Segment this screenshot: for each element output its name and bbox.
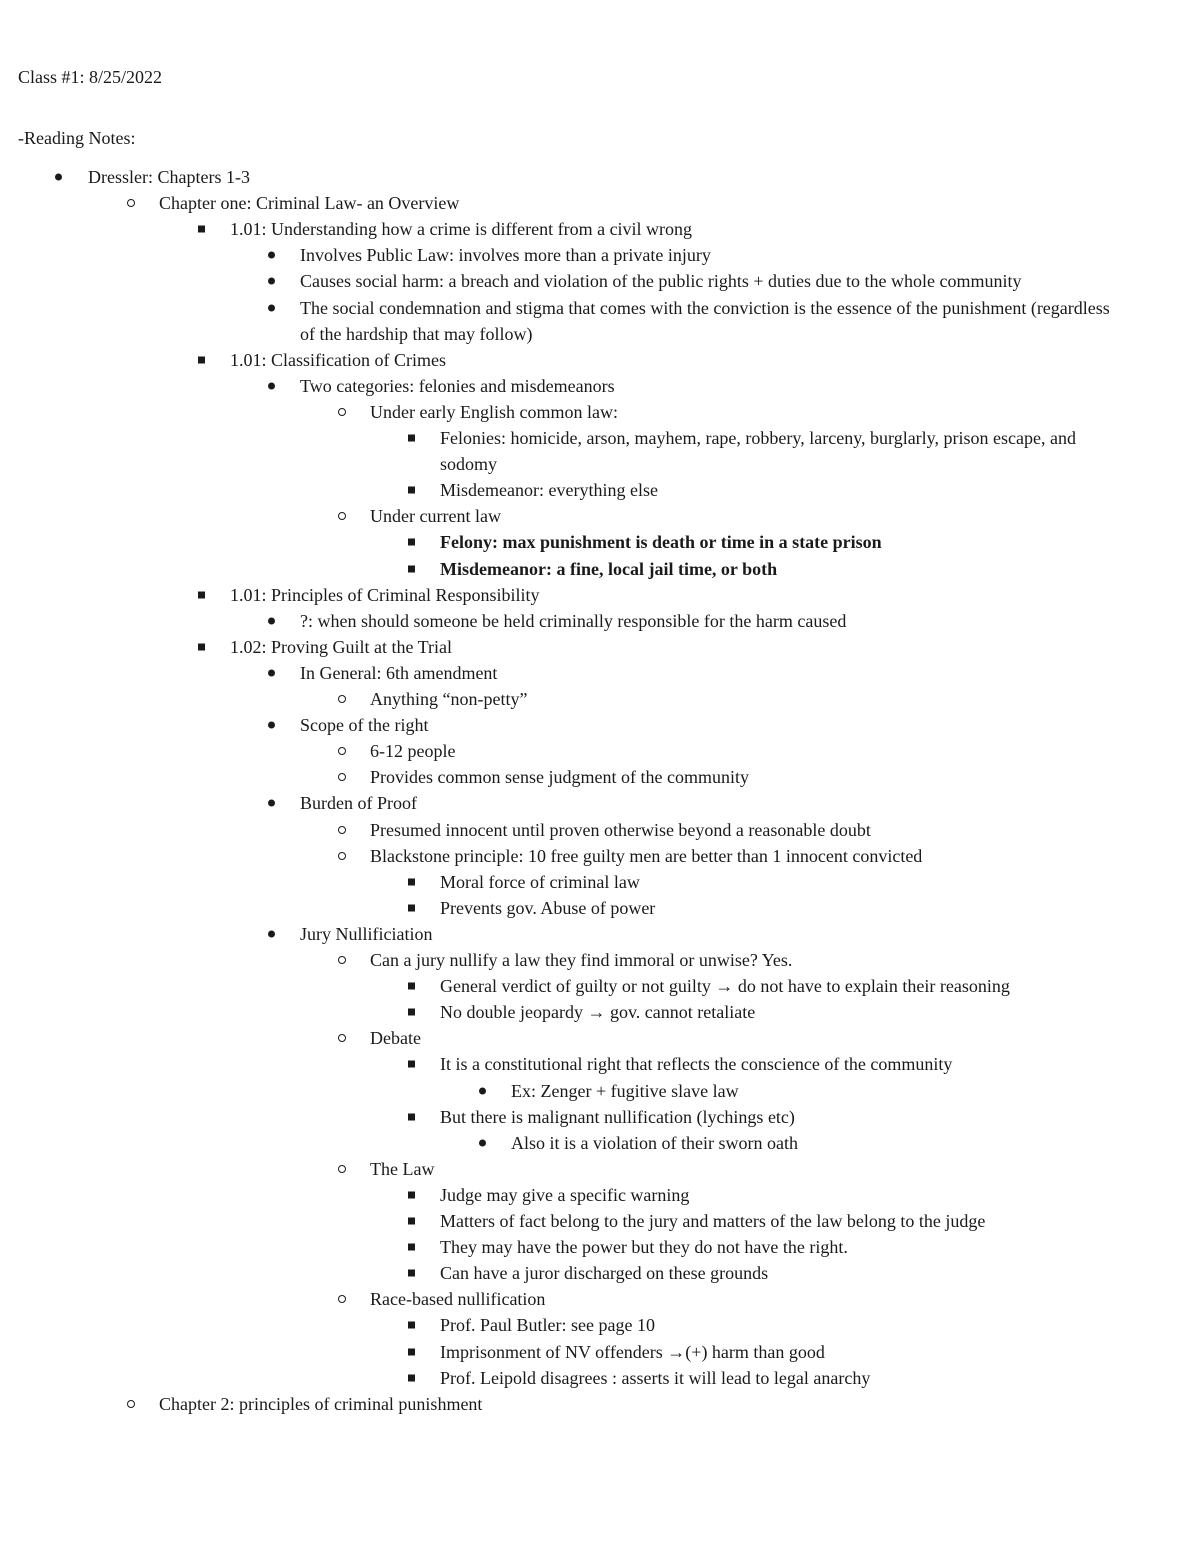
- list-item-text: It is a constitutional right that reflects the conscience of the community: [440, 1054, 953, 1075]
- list-item-text: Felonies: homicide, arson, mayhem, rape, robbery, larceny, burglarly, prison escape, and: [440, 428, 1076, 448]
- list-item: [511, 1078, 739, 1104]
- list-item: [300, 373, 615, 399]
- list-item: [370, 1025, 421, 1051]
- disc-bullet-icon: [55, 164, 75, 190]
- list-item: [300, 608, 846, 634]
- disc-bullet-icon: [268, 712, 288, 738]
- list-item: [440, 869, 640, 895]
- list-item-text: Also it is a violation of their sworn oath: [511, 1132, 798, 1153]
- list-item-text: Imprisonment of NV offenders →(+) harm than good: [440, 1341, 825, 1362]
- list-item-text: Under current law: [370, 506, 501, 527]
- list-item-text: Blackstone principle: 10 free guilty men are better than 1 innocent convicted: [370, 845, 923, 866]
- square-bullet-icon: [408, 1312, 428, 1338]
- list-item: [300, 268, 1022, 294]
- list-item-text: ?: when should someone be held criminally responsible for the harm caused: [300, 610, 847, 631]
- list-item: [370, 947, 792, 973]
- disc-bullet-icon: [268, 242, 288, 268]
- square-bullet-icon: [408, 477, 428, 503]
- list-item-text: Moral force of criminal law: [440, 871, 640, 892]
- list-item-text: Misdemeanor: everything else: [440, 480, 658, 501]
- list-item-text: Felony: max punishment is death or time in a state prison: [440, 532, 882, 553]
- list-item-text: The social condemnation and stigma that comes with the conviction is the essence of the punishment (regardless: [300, 297, 1110, 318]
- square-bullet-icon: [408, 1260, 428, 1286]
- list-item-continuation: [440, 451, 497, 477]
- disc-bullet-icon: [268, 790, 288, 816]
- list-item: [159, 190, 459, 216]
- list-item-text: Can have a juror discharged on these grounds: [440, 1263, 769, 1284]
- circle-bullet-icon: [338, 503, 358, 529]
- list-item: [300, 921, 432, 947]
- list-item-text: No double jeopardy → gov. cannot retaliate: [440, 1002, 756, 1023]
- list-item-text: Dressler: Chapters 1-3: [88, 167, 250, 187]
- list-item: [230, 216, 692, 242]
- circle-bullet-icon: [338, 1156, 358, 1182]
- list-item-text: The Law: [370, 1158, 435, 1179]
- list-item: [440, 999, 755, 1025]
- list-item: [370, 686, 527, 712]
- square-bullet-icon: [408, 425, 428, 451]
- list-item: [440, 1260, 768, 1286]
- circle-bullet-icon: [338, 686, 358, 712]
- list-item-text: 1.01: Classification of Crimes: [230, 349, 446, 370]
- circle-bullet-icon: [338, 947, 358, 973]
- square-bullet-icon: [408, 1365, 428, 1391]
- list-item: [440, 477, 658, 503]
- square-bullet-icon: [198, 582, 218, 608]
- list-item: [88, 164, 250, 190]
- square-bullet-icon: [198, 634, 218, 660]
- list-item: [440, 895, 655, 921]
- square-bullet-icon: [408, 1234, 428, 1260]
- square-bullet-icon: [408, 895, 428, 921]
- list-item-text: Presumed innocent until proven otherwise beyond a reasonable doubt: [370, 819, 871, 840]
- list-item: [440, 556, 777, 582]
- list-item-text: They may have the power but they do not have the right.: [440, 1237, 848, 1258]
- list-item: [440, 1104, 795, 1130]
- section-label-text: -Reading Notes:: [18, 128, 136, 148]
- list-item: [440, 1208, 985, 1234]
- disc-bullet-icon: [268, 608, 288, 634]
- list-item: [440, 425, 1076, 451]
- square-bullet-icon: [408, 973, 428, 999]
- circle-bullet-icon: [338, 1025, 358, 1051]
- disc-bullet-icon: [268, 921, 288, 947]
- list-item: [370, 399, 618, 425]
- list-item-text: Chapter one: Criminal Law- an Overview: [159, 193, 460, 214]
- square-bullet-icon: [408, 869, 428, 895]
- list-item: [230, 582, 540, 608]
- square-bullet-icon: [408, 1182, 428, 1208]
- class-heading-text: Class #1: 8/25/2022: [18, 67, 163, 87]
- list-item: [370, 1286, 545, 1312]
- list-item-text: Anything “non-petty”: [370, 689, 528, 709]
- list-item-text: Prof. Paul Butler: see page 10: [440, 1315, 655, 1336]
- list-item: [511, 1130, 798, 1156]
- circle-bullet-icon: [127, 1391, 147, 1417]
- list-item-text: Debate: [370, 1028, 421, 1049]
- list-item-text: Involves Public Law: involves more than a private injury: [300, 245, 711, 266]
- square-bullet-icon: [408, 1104, 428, 1130]
- list-item: [370, 843, 922, 869]
- list-item-continuation: [300, 321, 532, 347]
- list-item-text: 1.02: Proving Guilt at the Trial: [230, 636, 453, 657]
- list-item: [440, 1182, 689, 1208]
- circle-bullet-icon: [338, 738, 358, 764]
- section-label: [18, 125, 135, 151]
- list-item: [440, 1339, 825, 1365]
- square-bullet-icon: [198, 216, 218, 242]
- list-item-text: Provides common sense judgment of the community: [370, 767, 749, 788]
- list-item: [230, 347, 446, 373]
- list-item-text: Two categories: felonies and misdemeanors: [300, 375, 615, 396]
- list-item: [440, 1312, 655, 1338]
- list-item-text: Ex: Zenger + fugitive slave law: [511, 1080, 739, 1101]
- list-item: [440, 529, 882, 555]
- list-item-text: General verdict of guilty or not guilty → do not have to explain their reasoning: [440, 976, 1010, 997]
- circle-bullet-icon: [127, 190, 147, 216]
- list-item: [300, 660, 497, 686]
- class-heading: [18, 64, 162, 90]
- list-item: [300, 295, 1110, 321]
- disc-bullet-icon: [479, 1130, 499, 1156]
- list-item-text: Race-based nullification: [370, 1289, 546, 1310]
- list-item-continuation-text: of the hardship that may follow): [300, 323, 533, 344]
- list-item-text: Judge may give a specific warning: [440, 1184, 690, 1205]
- list-item-text: Chapter 2: principles of criminal punishment: [159, 1393, 483, 1414]
- circle-bullet-icon: [338, 817, 358, 843]
- list-item: [370, 817, 871, 843]
- disc-bullet-icon: [268, 373, 288, 399]
- list-item-text: Can a jury nullify a law they find immoral or unwise? Yes.: [370, 950, 793, 970]
- square-bullet-icon: [408, 999, 428, 1025]
- list-item-text: Scope of the right: [300, 715, 429, 736]
- list-item-text: Under early English common law:: [370, 401, 618, 422]
- list-item-text: Prevents gov. Abuse of power: [440, 897, 656, 918]
- list-item: [370, 764, 749, 790]
- list-item-text: Burden of Proof: [300, 793, 417, 814]
- list-item: [440, 1365, 870, 1391]
- list-item-text: In General: 6th amendment: [300, 662, 498, 683]
- circle-bullet-icon: [338, 843, 358, 869]
- circle-bullet-icon: [338, 764, 358, 790]
- disc-bullet-icon: [479, 1078, 499, 1104]
- list-item-text: 1.01: Principles of Criminal Responsibility: [230, 584, 540, 605]
- disc-bullet-icon: [268, 268, 288, 294]
- list-item-text: Matters of fact belong to the jury and matters of the law belong to the judge: [440, 1211, 986, 1231]
- list-item: [440, 1234, 848, 1260]
- list-item-continuation-text: sodomy: [440, 454, 498, 475]
- list-item: [300, 790, 417, 816]
- list-item: [159, 1391, 482, 1417]
- list-item: [370, 1156, 434, 1182]
- square-bullet-icon: [408, 556, 428, 582]
- list-item: [300, 712, 428, 738]
- square-bullet-icon: [198, 347, 218, 373]
- square-bullet-icon: [408, 529, 428, 555]
- list-item-text: Misdemeanor: a fine, local jail time, or both: [440, 558, 778, 579]
- square-bullet-icon: [408, 1339, 428, 1365]
- list-item: [440, 1051, 952, 1077]
- list-item: [370, 738, 455, 764]
- circle-bullet-icon: [338, 399, 358, 425]
- list-item-text: Prof. Leipold disagrees : asserts it will lead to legal anarchy: [440, 1367, 871, 1388]
- disc-bullet-icon: [268, 660, 288, 686]
- list-item: [370, 503, 501, 529]
- list-item-text: 6-12 people: [370, 741, 456, 762]
- list-item-text: Jury Nullificiation: [300, 923, 433, 944]
- list-item-text: Causes social harm: a breach and violation of the public rights + duties due to the whole community: [300, 271, 1022, 292]
- circle-bullet-icon: [338, 1286, 358, 1312]
- disc-bullet-icon: [268, 295, 288, 321]
- list-item: [300, 242, 711, 268]
- list-item: [230, 634, 452, 660]
- list-item-text: But there is malignant nullification (lychings etc): [440, 1106, 795, 1127]
- list-item: [440, 973, 1010, 999]
- square-bullet-icon: [408, 1208, 428, 1234]
- square-bullet-icon: [408, 1051, 428, 1077]
- list-item-text: 1.01: Understanding how a crime is different from a civil wrong: [230, 219, 693, 240]
